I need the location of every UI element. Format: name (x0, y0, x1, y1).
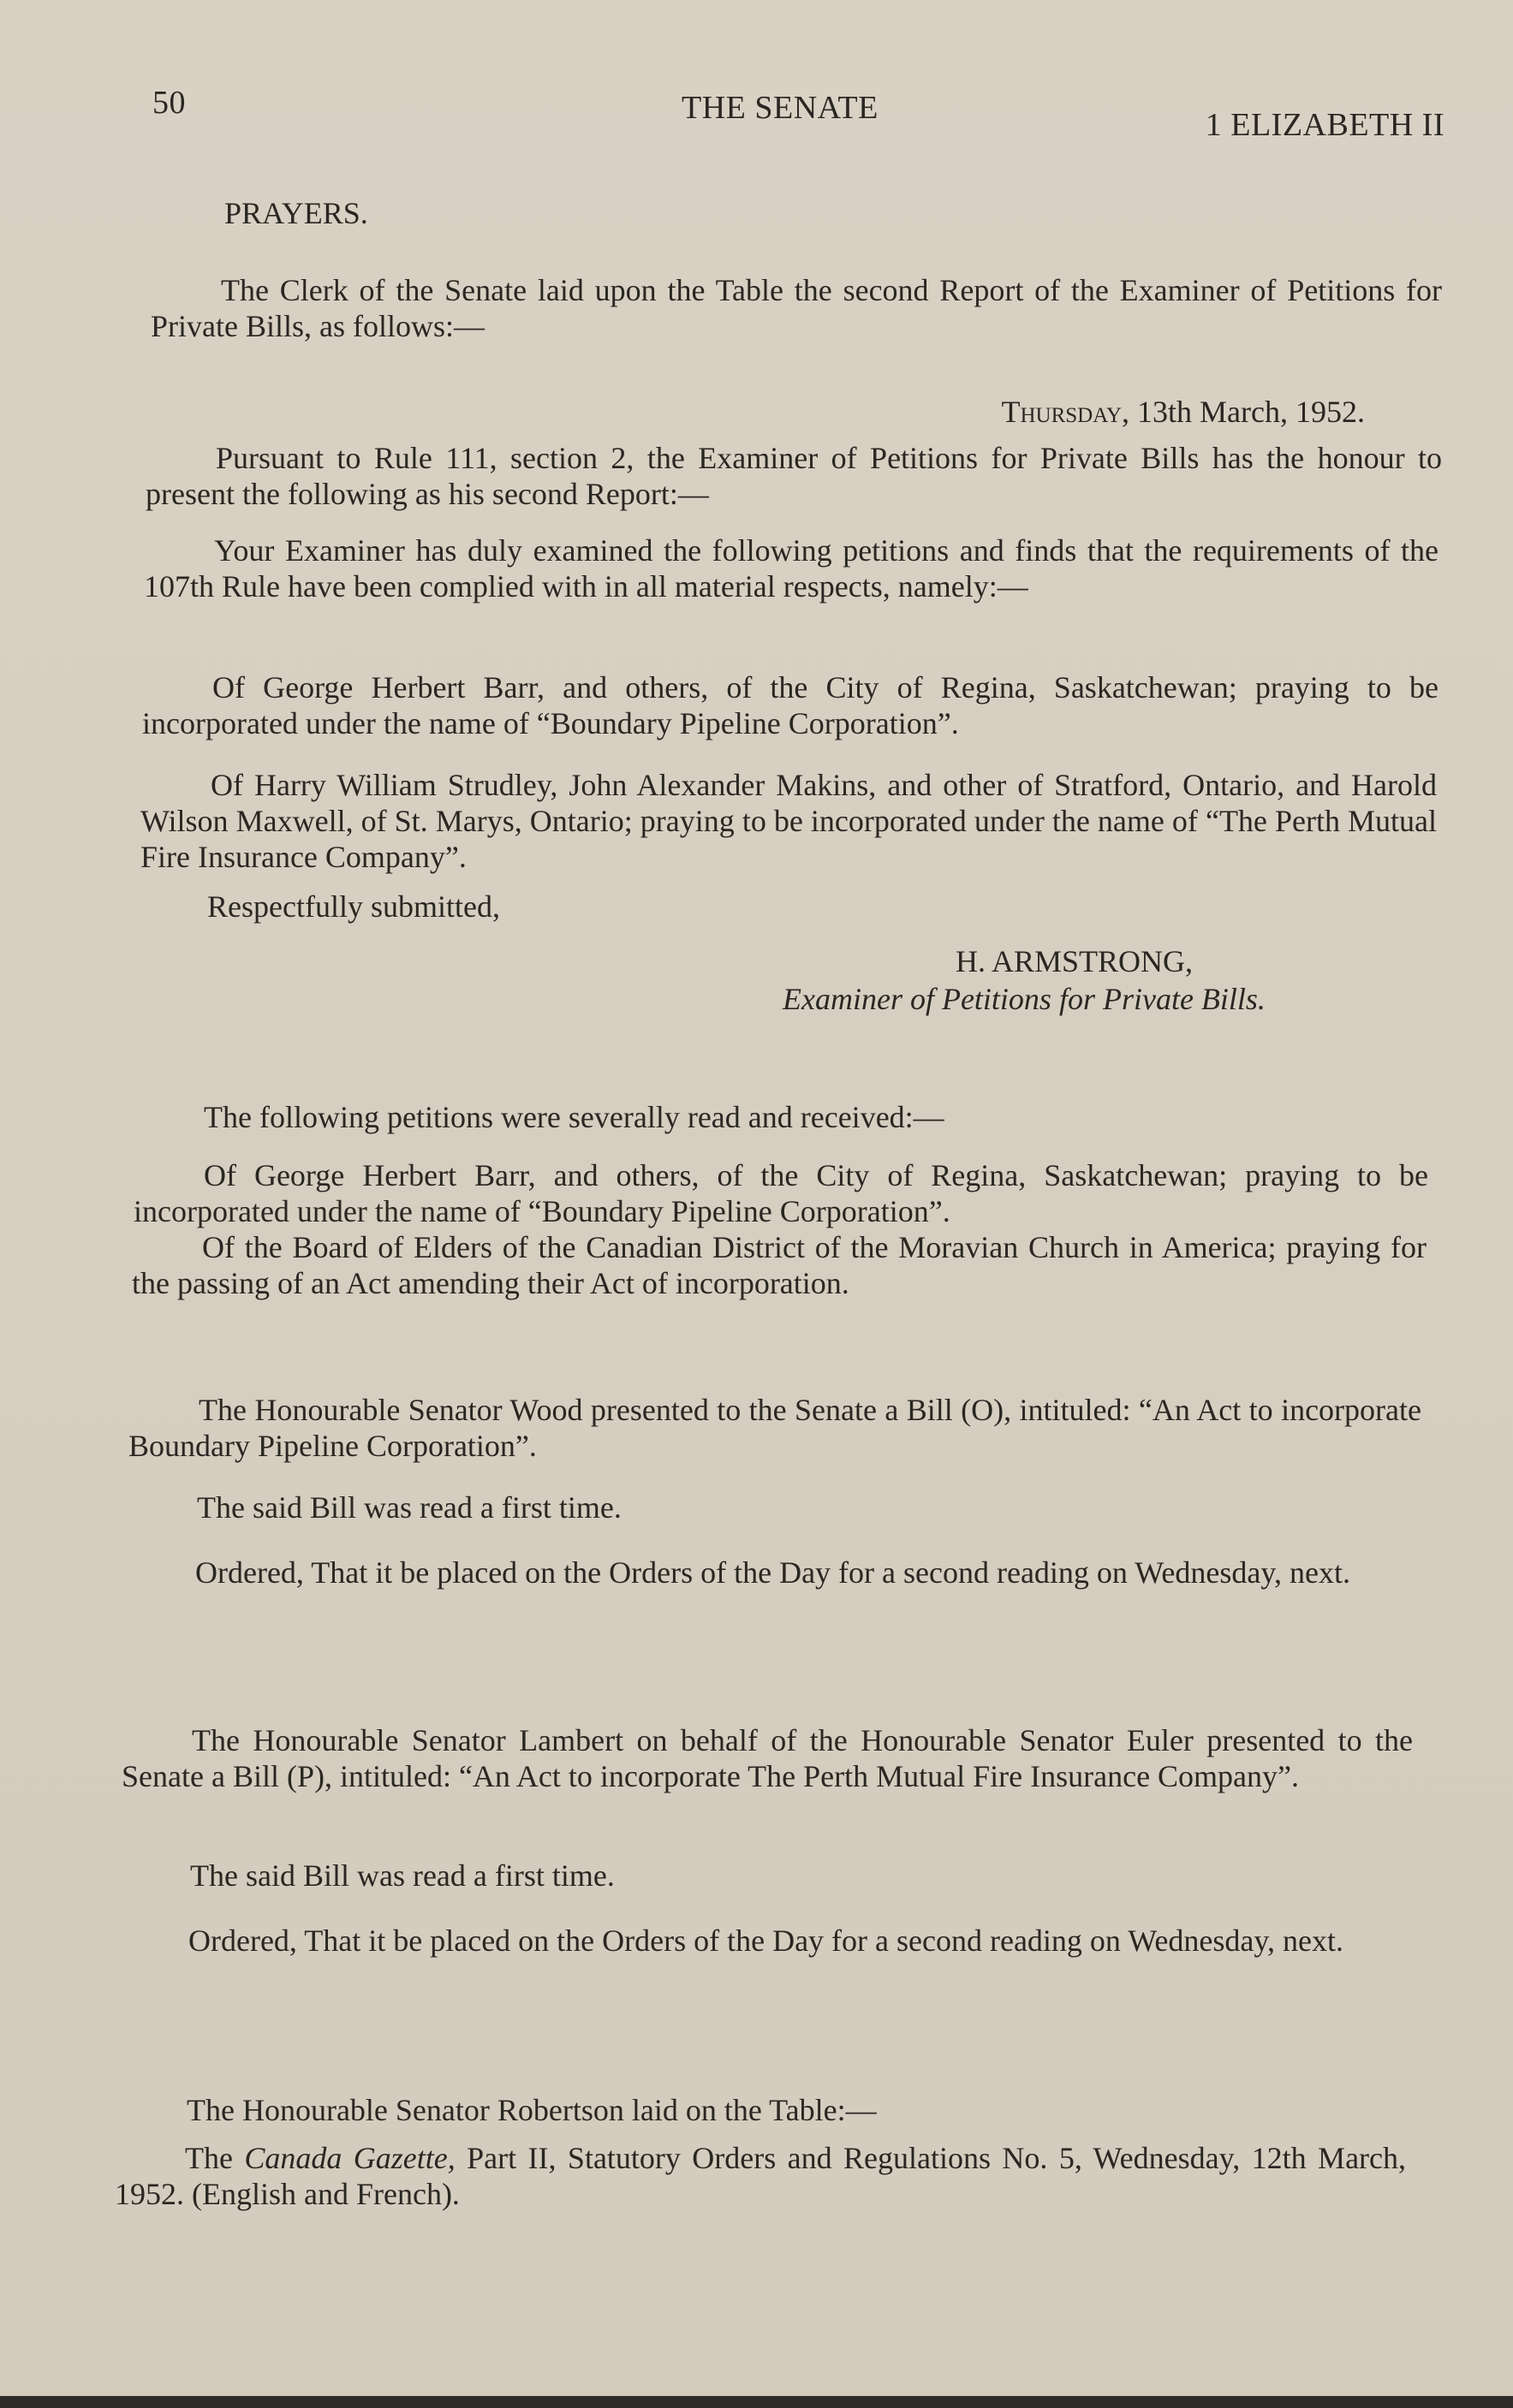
session-label: 1 ELIZABETH II (1205, 107, 1444, 143)
bill-p-presented: The Honourable Senator Lambert on behalf of the Honourable Senator Euler presented to the Senate a Bill (P), intituled: “An Act to incorporate The Perth Mutual Fire Insurance Company”. (122, 1723, 1413, 1793)
report-paragraph-2: Your Examiner has duly examined the following petitions and finds that the requirements of the 107th Rule have been complied with in all material respects, namely:— (144, 533, 1439, 603)
gazette-prefix: The (185, 2141, 245, 2175)
petitions-intro: The following petitions were severally read and received:— (204, 1100, 944, 1134)
report-paragraph-1: Pursuant to Rule 111, section 2, the Examiner of Petitions for Private Bills has the honour to present the following as his second Report:— (146, 441, 1442, 511)
robertson-intro: The Honourable Senator Robertson laid on the Table:— (187, 2093, 877, 2127)
page-bottom-edge (0, 2396, 1513, 2408)
canada-gazette-entry (115, 2140, 1406, 2212)
bill-p-first-reading: The said Bill was read a first time. (190, 1858, 615, 1893)
signature-name: H. ARMSTRONG, (956, 944, 1194, 978)
report-date-rest: 13th March, 1952. (1129, 395, 1365, 429)
clerk-report-intro: The Clerk of the Senate laid upon the Table the second Report of the Examiner of Petitions for Private Bills, as follows:— (151, 273, 1442, 343)
petition-1: Of George Herbert Barr, and others, of the City of Regina, Saskatchewan; praying to be incorporated under the name of “Boundary Pipeline Corporation”. (134, 1158, 1428, 1228)
report-paragraph-3: Of George Herbert Barr, and others, of the City of Regina, Saskatchewan; praying to be incorporated under the name of “Boundary Pipeline Corporation”. (142, 670, 1439, 740)
bill-p-ordered: Ordered, That it be placed on the Orders of the Day for a second reading on Wednesday, next. (188, 1923, 1343, 1958)
prayers-heading: PRAYERS. (224, 196, 368, 230)
bill-o-ordered: Ordered, That it be placed on the Orders of the Day for a second reading on Wednesday, next. (195, 1555, 1350, 1590)
running-title: THE SENATE (682, 90, 879, 126)
report-date (151, 394, 1365, 430)
signature-title: Examiner of Petitions for Private Bills. (783, 982, 1266, 1016)
gazette-details: Part II, Statutory Orders and Regulations No. 5, Wednesday, 12th March, 1952. (English and French). (115, 2141, 1407, 2211)
bill-o-presented: The Honourable Senator Wood presented to the Senate a Bill (O), intituled: “An Act to incorporate Boundary Pipeline Corporation”. (128, 1393, 1421, 1463)
report-paragraph-4: Of Harry William Strudley, John Alexander Makins, and other of Stratford, Ontario, and Harold Wilson Maxwell, of St. Marys, Ontario; praying to be incorporated under the name of “The Perth Mutual Fire Insurance Company”. (140, 768, 1437, 874)
respectfully-submitted: Respectfully submitted, (207, 889, 500, 924)
page-number: 50 (152, 85, 186, 121)
report-date-day: Thursday, (1001, 395, 1130, 429)
bill-o-first-reading: The said Bill was read a first time. (197, 1490, 622, 1525)
gazette-name: Canada Gazette, (244, 2141, 456, 2175)
petition-2: Of the Board of Elders of the Canadian District of the Moravian Church in America; praying for the passing of an Act amending their Act of incorporation. (132, 1230, 1427, 1300)
